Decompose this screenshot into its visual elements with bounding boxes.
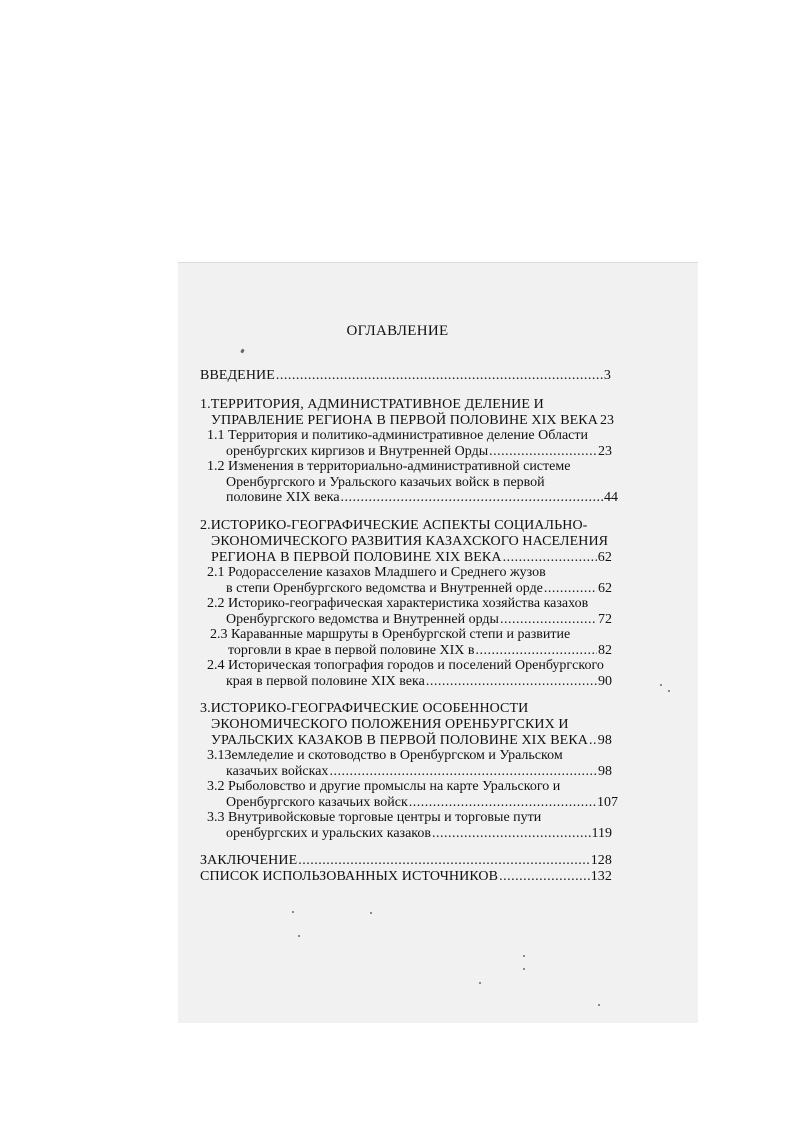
toc-page-number: 128 — [590, 853, 612, 868]
scan-speck — [523, 968, 525, 970]
dot-leader — [489, 444, 597, 460]
dot-leader — [426, 674, 597, 690]
toc-chapter-2-line-1[interactable]: 2.ИСТОРИКО-ГЕОГРАФИЧЕСКИЕ АСПЕКТЫ СОЦИАЛЬНО- — [200, 518, 588, 533]
toc-section-3-3-line-1[interactable]: 3.3 Внутривойсковые торговые центры и торговые пути — [207, 810, 542, 825]
dot-leader — [341, 490, 603, 506]
toc-page-number: 62 — [598, 581, 612, 596]
toc-page-number: 132 — [590, 869, 612, 884]
toc-entry-label: РЕГИОНА В ПЕРВОЙ ПОЛОВИНЕ XIX ВЕКА — [211, 550, 502, 565]
toc-page-number: 82 — [598, 643, 612, 658]
scan-speck — [479, 982, 481, 984]
toc-entry-conclusion[interactable] — [200, 853, 612, 869]
toc-section-1-1[interactable] — [226, 444, 612, 460]
toc-section-2-3-line-1[interactable]: 2.3 Караванные маршруты в Оренбургской степи и развитие — [210, 627, 571, 642]
scan-speck — [598, 1004, 600, 1006]
scan-speck — [523, 955, 525, 957]
toc-entry-label: оренбургских и уральских казаков — [226, 826, 432, 841]
toc-page-number: 23 — [598, 444, 612, 459]
toc-chapter-1[interactable] — [211, 413, 615, 429]
toc-chapter-3-line-2[interactable]: ЭКОНОМИЧЕСКОГО ПОЛОЖЕНИЯ ОРЕНБУРГСКИХ И — [211, 717, 569, 732]
toc-page-number: 44 — [604, 490, 618, 505]
toc-section-3-2-line-1[interactable]: 3.2 Рыболовство и другие промыслы на карте Уральского и — [207, 779, 561, 794]
toc-entry-label: половине XIX века — [226, 490, 340, 505]
page-title: ОГЛАВЛЕНИЕ — [346, 323, 449, 339]
scan-speck — [370, 912, 372, 914]
toc-page-number: 90 — [598, 674, 612, 689]
scan-speck — [668, 690, 670, 692]
dot-leader — [589, 733, 597, 749]
toc-chapter-3-line-1[interactable]: 3.ИСТОРИКО-ГЕОГРАФИЧЕСКИЕ ОСОБЕННОСТИ — [200, 701, 529, 716]
toc-entry-label: казачьих войсках — [226, 764, 329, 779]
toc-entry-label: Оренбургского казачьих войск — [226, 795, 408, 810]
toc-section-2-3[interactable] — [228, 643, 612, 659]
toc-section-1-2[interactable] — [226, 490, 618, 506]
toc-section-3-1-line-1[interactable]: 3.1Земледелие и скотоводство в Оренбургском и Уральском — [207, 748, 563, 763]
toc-chapter-2-line-2[interactable]: ЭКОНОМИЧЕСКОГО РАЗВИТИЯ КАЗАХСКОГО НАСЕЛЕНИЯ — [211, 534, 609, 549]
scan-speck — [292, 911, 294, 913]
toc-entry-label: края в первой половине XIX века — [226, 674, 425, 689]
toc-section-2-4[interactable] — [226, 674, 612, 690]
toc-page-number: 23 — [599, 413, 615, 428]
toc-entry-label: ВВЕДЕНИЕ — [200, 368, 275, 383]
dot-leader — [409, 795, 596, 811]
dot-leader — [503, 550, 597, 566]
dot-leader — [500, 612, 597, 628]
toc-entry-label: УРАЛЬСКИХ КАЗАКОВ В ПЕРВОЙ ПОЛОВИНЕ XIX ВЕКА — [211, 733, 588, 748]
toc-section-1-2-line-1[interactable]: 1.2 Изменения в территориально-административной системе — [207, 459, 571, 474]
dot-leader — [544, 581, 597, 597]
toc-section-2-2-line-1[interactable]: 2.2 Историко-географическая характеристика хозяйства казахов — [207, 596, 589, 611]
toc-page-number: 107 — [597, 795, 618, 810]
toc-section-2-1-line-1[interactable]: 2.1 Родорасселение казахов Младшего и Среднего жузов — [207, 565, 546, 580]
toc-entry-label: оренбургских киргизов и Внутренней Орды — [226, 444, 489, 459]
toc-chapter-2[interactable] — [211, 550, 612, 566]
toc-entry-label: СПИСОК ИСПОЛЬЗОВАННЫХ ИСТОЧНИКОВ — [200, 869, 499, 884]
dot-leader — [276, 368, 603, 384]
toc-section-3-2[interactable] — [226, 795, 618, 811]
dot-leader — [298, 853, 589, 869]
toc-entry-label: УПРАВЛЕНИЕ РЕГИОНА В ПЕРВОЙ ПОЛОВИНЕ XIX ВЕКА — [211, 413, 598, 428]
toc-section-1-1-line-1[interactable]: 1.1 Территория и политико-административное деление Области — [207, 428, 589, 443]
toc-page-number: 3 — [603, 368, 611, 383]
toc-entry-sources[interactable] — [200, 869, 612, 885]
dot-leader — [476, 643, 598, 659]
toc-entry-label: Оренбургского ведомства и Внутренней орды — [226, 612, 499, 627]
toc-page-number: 72 — [598, 612, 612, 627]
toc-entry-intro[interactable] — [200, 368, 611, 384]
toc-section-2-4-line-1[interactable]: 2.4 Историческая топография городов и поселений Оренбургского — [207, 658, 604, 673]
toc-section-3-3[interactable] — [226, 826, 612, 842]
toc-page-number: 119 — [591, 826, 612, 841]
dot-leader — [329, 764, 597, 780]
toc-page-number: 98 — [597, 733, 612, 748]
dot-leader — [432, 826, 591, 842]
toc-entry-label: ЗАКЛЮЧЕНИЕ — [200, 853, 298, 868]
toc-section-2-2[interactable] — [226, 612, 612, 628]
toc-section-2-1[interactable] — [226, 581, 612, 597]
toc-page-number: 62 — [597, 550, 612, 565]
scan-speck — [660, 684, 662, 686]
toc-chapter-3[interactable] — [211, 733, 612, 749]
toc-entry-label: в степи Оренбургского ведомства и Внутренней орде — [226, 581, 543, 596]
toc-entry-label: торговли в крае в первой половине XIX в — [228, 643, 475, 658]
toc-page-number: 98 — [598, 764, 612, 779]
toc-section-3-1[interactable] — [226, 764, 612, 780]
dot-leader — [499, 869, 590, 885]
toc-chapter-1-line-1[interactable]: 1.ТЕРРИТОРИЯ, АДМИНИСТРАТИВНОЕ ДЕЛЕНИЕ И — [200, 397, 544, 412]
toc-section-1-2-line-2[interactable]: Оренбургского и Уральского казачьих войск в первой — [226, 475, 545, 490]
scan-speck — [298, 935, 300, 937]
